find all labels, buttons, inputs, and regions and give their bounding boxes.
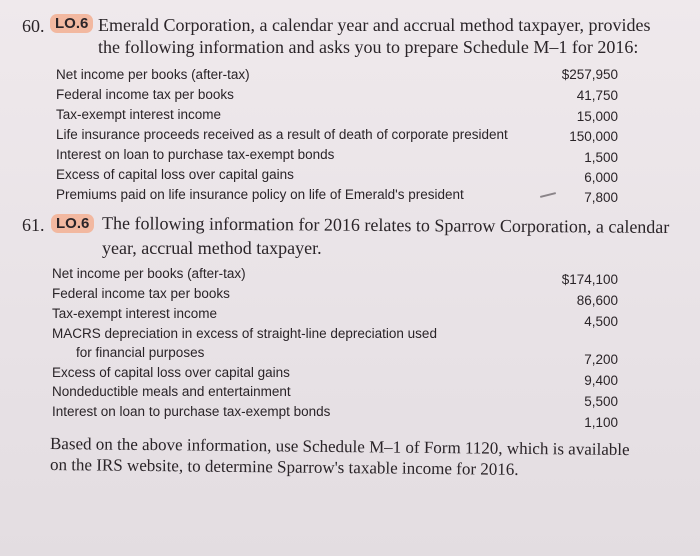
p61-value-3: 4,500 [584, 314, 618, 329]
p61-value-7: 1,100 [584, 415, 618, 430]
p60-label-5: Interest on loan to purchase tax-exempt bonds [56, 147, 335, 162]
p60-value-6: 6,000 [584, 170, 618, 185]
p60-label-2: Federal income tax per books [56, 87, 234, 102]
problem-60-lo-badge [50, 14, 97, 33]
p60-label-1: Net income per books (after-tax) [56, 67, 250, 82]
p61-label-8: Interest on loan to purchase tax-exempt bonds [52, 404, 331, 419]
problem-61-lo-badge [51, 214, 98, 233]
p61-label-4: MACRS depreciation in excess of straight-line depreciation used [52, 326, 437, 341]
problem-61-intro-line2: year, accrual method taxpayer. [102, 238, 322, 258]
problem-61-closing-line1: Based on the above information, use Schedule M–1 of Form 1120, which is available [49, 434, 630, 460]
p60-label-7: Premiums paid on life insurance policy on life of Emerald's president [56, 187, 464, 202]
p61-label-3: Tax-exempt interest income [52, 306, 218, 321]
p60-value-7: 7,800 [584, 190, 618, 205]
p61-value-2: 86,600 [576, 293, 618, 308]
problem-61-intro-line1: The following information for 2016 relates to Sparrow Corporation, a calendar [101, 213, 670, 237]
p61-label-6: Excess of capital loss over capital gains [52, 365, 290, 380]
p60-value-3: 15,000 [576, 109, 618, 124]
p61-label-5: for financial purposes [76, 345, 205, 360]
p60-value-2: 41,750 [576, 88, 618, 103]
lo-badge-label: LO.6 [51, 214, 94, 233]
problem-60-number: 60. [22, 16, 45, 36]
p61-label-1: Net income per books (after-tax) [52, 266, 246, 281]
problem-60-intro-line1: Emerald Corporation, a calendar year and accrual method taxpayer, provides [98, 15, 651, 35]
p60-label-6: Excess of capital loss over capital gains [56, 167, 294, 182]
p61-value-4: 7,200 [584, 352, 618, 367]
p61-value-1: $174,100 [561, 272, 618, 287]
p61-label-7: Nondeductible meals and entertainment [52, 384, 291, 399]
problem-60-intro-line2: the following information and asks you to prepare Schedule M–1 for 2016: [98, 37, 639, 57]
p61-label-2: Federal income tax per books [52, 286, 230, 301]
p61-value-6: 5,500 [584, 394, 618, 409]
pencil-mark [540, 192, 556, 198]
p60-value-1: $257,950 [561, 67, 618, 82]
p60-label-3: Tax-exempt interest income [56, 107, 222, 122]
p61-value-5: 9,400 [584, 373, 618, 388]
problem-61-number: 61. [22, 215, 45, 235]
p60-label-4: Life insurance proceeds received as a result of death of corporate president [56, 127, 508, 142]
p60-value-5: 1,500 [584, 150, 618, 165]
p60-value-4: 150,000 [569, 129, 618, 144]
lo-badge-label: LO.6 [50, 14, 93, 33]
problem-61-closing-line2: on the IRS website, to determine Sparrow's taxable income for 2016. [49, 455, 519, 479]
